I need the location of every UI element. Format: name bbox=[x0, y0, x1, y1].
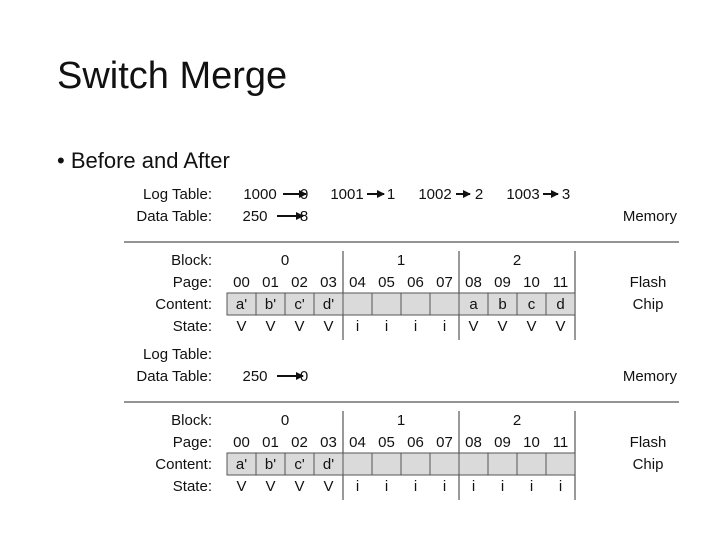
before-content-0: a' bbox=[235, 296, 248, 313]
after-memory-label: Memory bbox=[622, 368, 677, 385]
before-content-11: d bbox=[556, 296, 565, 313]
before-content-8: a bbox=[469, 296, 478, 313]
after-page-0: 00 bbox=[233, 434, 250, 451]
before-data-table-label: Data Table: bbox=[136, 208, 212, 225]
before-data-map-0-to: 8 bbox=[299, 208, 309, 225]
after-page-6: 06 bbox=[407, 434, 424, 451]
after-state-7: i bbox=[442, 478, 447, 495]
after-log-table-label: Log Table: bbox=[143, 346, 212, 363]
after-state-9: i bbox=[500, 478, 505, 495]
before-memory-label: Memory bbox=[622, 208, 677, 225]
before-page-4: 04 bbox=[349, 274, 366, 291]
after-data-table-label: Data Table: bbox=[136, 368, 212, 385]
after-content-cell-4 bbox=[343, 453, 372, 475]
before-state-6: i bbox=[413, 318, 418, 335]
after-page-10: 10 bbox=[523, 434, 540, 451]
after-page-7: 07 bbox=[436, 434, 453, 451]
before-state-11: V bbox=[555, 318, 566, 335]
after-state-2: V bbox=[294, 478, 305, 495]
before-log-map-2-to: 2 bbox=[474, 186, 484, 203]
before-page-2: 02 bbox=[291, 274, 308, 291]
before-state-0: V bbox=[236, 318, 247, 335]
before-content-1: b' bbox=[264, 296, 277, 313]
before-state-3: V bbox=[323, 318, 334, 335]
before-state-4: i bbox=[355, 318, 360, 335]
before-block-2: 2 bbox=[512, 252, 522, 269]
after-content-2: c' bbox=[294, 456, 305, 473]
before-content-9: b bbox=[498, 296, 507, 313]
after-content-0: a' bbox=[235, 456, 248, 473]
after-content-3: d' bbox=[322, 456, 335, 473]
after-block-label: Block: bbox=[171, 412, 212, 429]
before-page-9: 09 bbox=[494, 274, 511, 291]
after-chip-label: Chip bbox=[632, 456, 664, 473]
after-content-cell-8 bbox=[459, 453, 488, 475]
before-state-8: V bbox=[468, 318, 479, 335]
after-page-1: 01 bbox=[262, 434, 279, 451]
before-content-cell-7 bbox=[430, 293, 459, 315]
after-state-label: State: bbox=[172, 478, 212, 495]
before-page-7: 07 bbox=[436, 274, 453, 291]
after-data-map-0-from: 250 bbox=[242, 368, 268, 385]
after-state-4: i bbox=[355, 478, 360, 495]
after-state-5: i bbox=[384, 478, 389, 495]
before-chip-label: Chip bbox=[632, 296, 664, 313]
before-block-1: 1 bbox=[396, 252, 406, 269]
after-content-1: b' bbox=[264, 456, 277, 473]
before-state-1: V bbox=[265, 318, 276, 335]
before-state-10: V bbox=[526, 318, 537, 335]
before-log-map-0-from: 1000 bbox=[243, 186, 277, 203]
after-page-label: Page: bbox=[172, 434, 212, 451]
after-page-8: 08 bbox=[465, 434, 482, 451]
after-data-map-0-to: 0 bbox=[299, 368, 309, 385]
after-page-3: 03 bbox=[320, 434, 337, 451]
after-state-0: V bbox=[236, 478, 247, 495]
after-state-8: i bbox=[471, 478, 476, 495]
before-log-table-label: Log Table: bbox=[143, 186, 212, 203]
after-content-cell-11 bbox=[546, 453, 575, 475]
before-page-label: Page: bbox=[172, 274, 212, 291]
after-content-cell-9 bbox=[488, 453, 517, 475]
before-page-3: 03 bbox=[320, 274, 337, 291]
after-state-3: V bbox=[323, 478, 334, 495]
before-page-6: 06 bbox=[407, 274, 424, 291]
before-state-label: State: bbox=[172, 318, 212, 335]
before-content-cell-4 bbox=[343, 293, 372, 315]
before-page-5: 05 bbox=[378, 274, 395, 291]
slide-title: Switch Merge bbox=[57, 55, 288, 97]
before-page-10: 10 bbox=[523, 274, 540, 291]
after-page-2: 02 bbox=[291, 434, 308, 451]
before-state-9: V bbox=[497, 318, 508, 335]
slide-bullet: • Before and After bbox=[57, 148, 230, 173]
after-state-6: i bbox=[413, 478, 418, 495]
before-log-map-3-to: 3 bbox=[561, 186, 571, 203]
before-content-2: c' bbox=[294, 296, 305, 313]
before-data-map-0-from: 250 bbox=[242, 208, 268, 225]
after-block-1: 1 bbox=[396, 412, 406, 429]
after-state-11: i bbox=[558, 478, 563, 495]
after-content-cell-5 bbox=[372, 453, 401, 475]
before-page-8: 08 bbox=[465, 274, 482, 291]
after-content-cell-7 bbox=[430, 453, 459, 475]
before-content-cell-5 bbox=[372, 293, 401, 315]
before-state-5: i bbox=[384, 318, 389, 335]
before-log-map-1-from: 1001 bbox=[330, 186, 364, 203]
before-log-map-0-to: 0 bbox=[299, 186, 309, 203]
before-log-map-3-from: 1003 bbox=[506, 186, 540, 203]
before-content-3: d' bbox=[322, 296, 335, 313]
after-block-0: 0 bbox=[280, 412, 290, 429]
after-page-11: 11 bbox=[552, 434, 569, 451]
before-content-label: Content: bbox=[155, 296, 212, 313]
before-content-cell-6 bbox=[401, 293, 430, 315]
before-log-map-2-from: 1002 bbox=[418, 186, 452, 203]
before-state-2: V bbox=[294, 318, 305, 335]
after-state-10: i bbox=[529, 478, 534, 495]
after-page-9: 09 bbox=[494, 434, 511, 451]
before-flash-label: Flash bbox=[629, 274, 667, 291]
before-content-10: c bbox=[527, 296, 536, 313]
before-page-11: 11 bbox=[552, 274, 569, 291]
before-state-7: i bbox=[442, 318, 447, 335]
after-state-1: V bbox=[265, 478, 276, 495]
before-block-0: 0 bbox=[280, 252, 290, 269]
after-content-cell-10 bbox=[517, 453, 546, 475]
after-content-label: Content: bbox=[155, 456, 212, 473]
after-page-4: 04 bbox=[349, 434, 366, 451]
after-block-2: 2 bbox=[512, 412, 522, 429]
after-page-5: 05 bbox=[378, 434, 395, 451]
after-content-cell-6 bbox=[401, 453, 430, 475]
before-page-0: 00 bbox=[233, 274, 250, 291]
after-flash-label: Flash bbox=[629, 434, 667, 451]
before-block-label: Block: bbox=[171, 252, 212, 269]
before-page-1: 01 bbox=[262, 274, 279, 291]
before-log-map-1-to: 1 bbox=[386, 186, 396, 203]
